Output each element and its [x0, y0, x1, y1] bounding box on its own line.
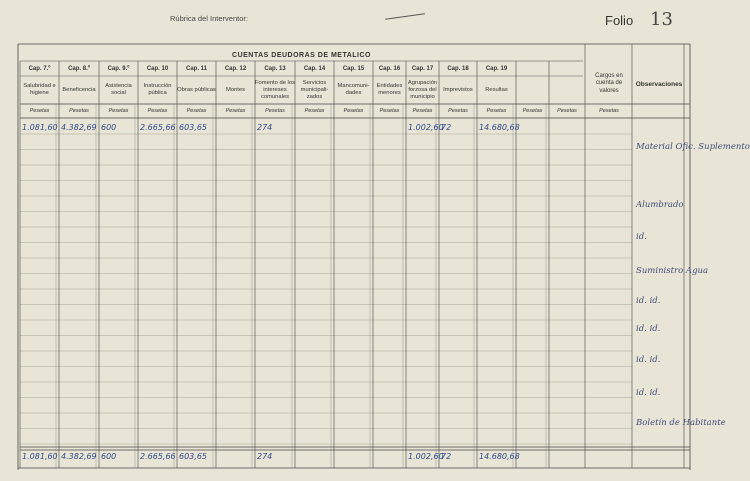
- column-unit: Pesetas: [557, 108, 577, 114]
- column-cap: Cap. 19: [485, 66, 508, 72]
- column-cap: Cap. 9.º: [107, 66, 130, 72]
- column-description: Entidades menores: [376, 83, 403, 96]
- column-cap: [516, 66, 549, 76]
- column-cap: Cap. 7.º: [28, 66, 51, 72]
- column-cap: [549, 66, 585, 76]
- total-row-value: 274: [257, 452, 273, 461]
- column-description: [549, 78, 585, 102]
- column-unit: Pesetas: [69, 108, 89, 114]
- column-unit: Pesetas: [108, 108, 129, 114]
- column-cap: Cap. 13: [264, 66, 286, 72]
- first-row-value: 1.081,60: [22, 123, 58, 132]
- column-description: Resultas: [485, 86, 508, 93]
- observacion-note: id. id.: [636, 355, 661, 365]
- column-description: Servicios municipali-zados: [300, 79, 329, 100]
- total-row-value: 72: [441, 452, 452, 461]
- column-unit: Pesetas: [186, 108, 207, 114]
- total-row-value: 603,65: [179, 452, 207, 461]
- column-unit: Pesetas: [412, 108, 433, 114]
- observacion-note: id. id.: [636, 388, 661, 398]
- column-unit: Pesetas: [343, 108, 364, 114]
- column-cap: Cap. 12: [224, 66, 247, 72]
- first-row-value: 600: [101, 123, 117, 132]
- column-description: Instrucción pública: [143, 83, 172, 96]
- column-description: Obras públicas: [177, 86, 216, 93]
- observacion-note: Boletín de Habitante: [636, 418, 726, 428]
- first-row-value: 1.002,60: [408, 123, 444, 132]
- column-unit: Pesetas: [225, 108, 246, 114]
- column-description: [516, 78, 549, 102]
- column-description: Fomento de los intereses comunales: [255, 79, 295, 100]
- column-description: Agrupación forzosa del municipio: [407, 79, 438, 100]
- cargos-header: Cargos en cuenta de valores: [595, 72, 623, 94]
- column-cap: Cap. 8.º: [68, 66, 90, 72]
- column-cap: Cap. 17: [411, 66, 434, 72]
- column-cap: Cap. 16: [378, 66, 401, 72]
- column-cap: Cap. 11: [185, 66, 207, 72]
- column-description: Salubridad e higiene: [23, 83, 56, 96]
- total-row-value: 2.665,66: [140, 452, 176, 461]
- column-unit: Pesetas: [486, 108, 507, 114]
- total-row-value: 14.680,68: [479, 452, 520, 461]
- total-row-value: 1.081,60: [22, 452, 58, 461]
- column-unit: Pesetas: [304, 108, 325, 114]
- column-cap: Cap. 15: [342, 66, 365, 72]
- first-row-value: 72: [441, 123, 452, 132]
- first-row-value: 14.680,68: [479, 123, 520, 132]
- column-description: Beneficencia: [62, 86, 96, 93]
- observaciones-header: Observaciones: [635, 80, 683, 88]
- column-description: Mancomuni-dades: [337, 83, 370, 96]
- column-unit: Pesetas: [265, 108, 285, 114]
- first-row-value: 274: [257, 123, 273, 132]
- column-unit: Pesetas: [379, 108, 400, 114]
- first-row-value: 4.382,69: [61, 123, 97, 132]
- column-cap: Cap. 10: [146, 66, 169, 72]
- table-title: CUENTAS DEUDORAS DE METALICO: [232, 52, 371, 59]
- column-cap: Cap. 14: [303, 66, 326, 72]
- folio-number: 13: [650, 9, 673, 30]
- observacion-note: id.: [636, 232, 647, 242]
- rubric-label: Rúbrica del Interventor:: [170, 14, 248, 23]
- column-unit: Pesetas: [448, 108, 468, 114]
- column-description: Asistencia social: [105, 83, 132, 96]
- column-description: Imprevistos: [443, 86, 473, 93]
- column-description: Montes: [225, 86, 245, 93]
- folio-label: Folio: [605, 13, 634, 28]
- column-unit: Pesetas: [29, 108, 50, 114]
- observacion-note: id. id.: [636, 296, 661, 306]
- cargos-unit: Pesetas: [599, 108, 619, 114]
- first-row-value: 2.665,66: [140, 123, 176, 132]
- column-cap: Cap. 18: [447, 66, 469, 72]
- total-row-value: 600: [101, 452, 117, 461]
- column-unit: Pesetas: [522, 108, 543, 114]
- first-row-value: 603,65: [179, 123, 207, 132]
- observacion-note: Material Ofic. Suplemento: [636, 142, 750, 152]
- column-unit: Pesetas: [147, 108, 168, 114]
- observacion-note: Alumbrado: [636, 200, 684, 210]
- total-row-value: 1.002,60: [408, 452, 444, 461]
- observacion-note: id. id.: [636, 324, 661, 334]
- total-row-value: 4.382,69: [61, 452, 97, 461]
- observacion-note: Suministro Agua: [636, 266, 709, 276]
